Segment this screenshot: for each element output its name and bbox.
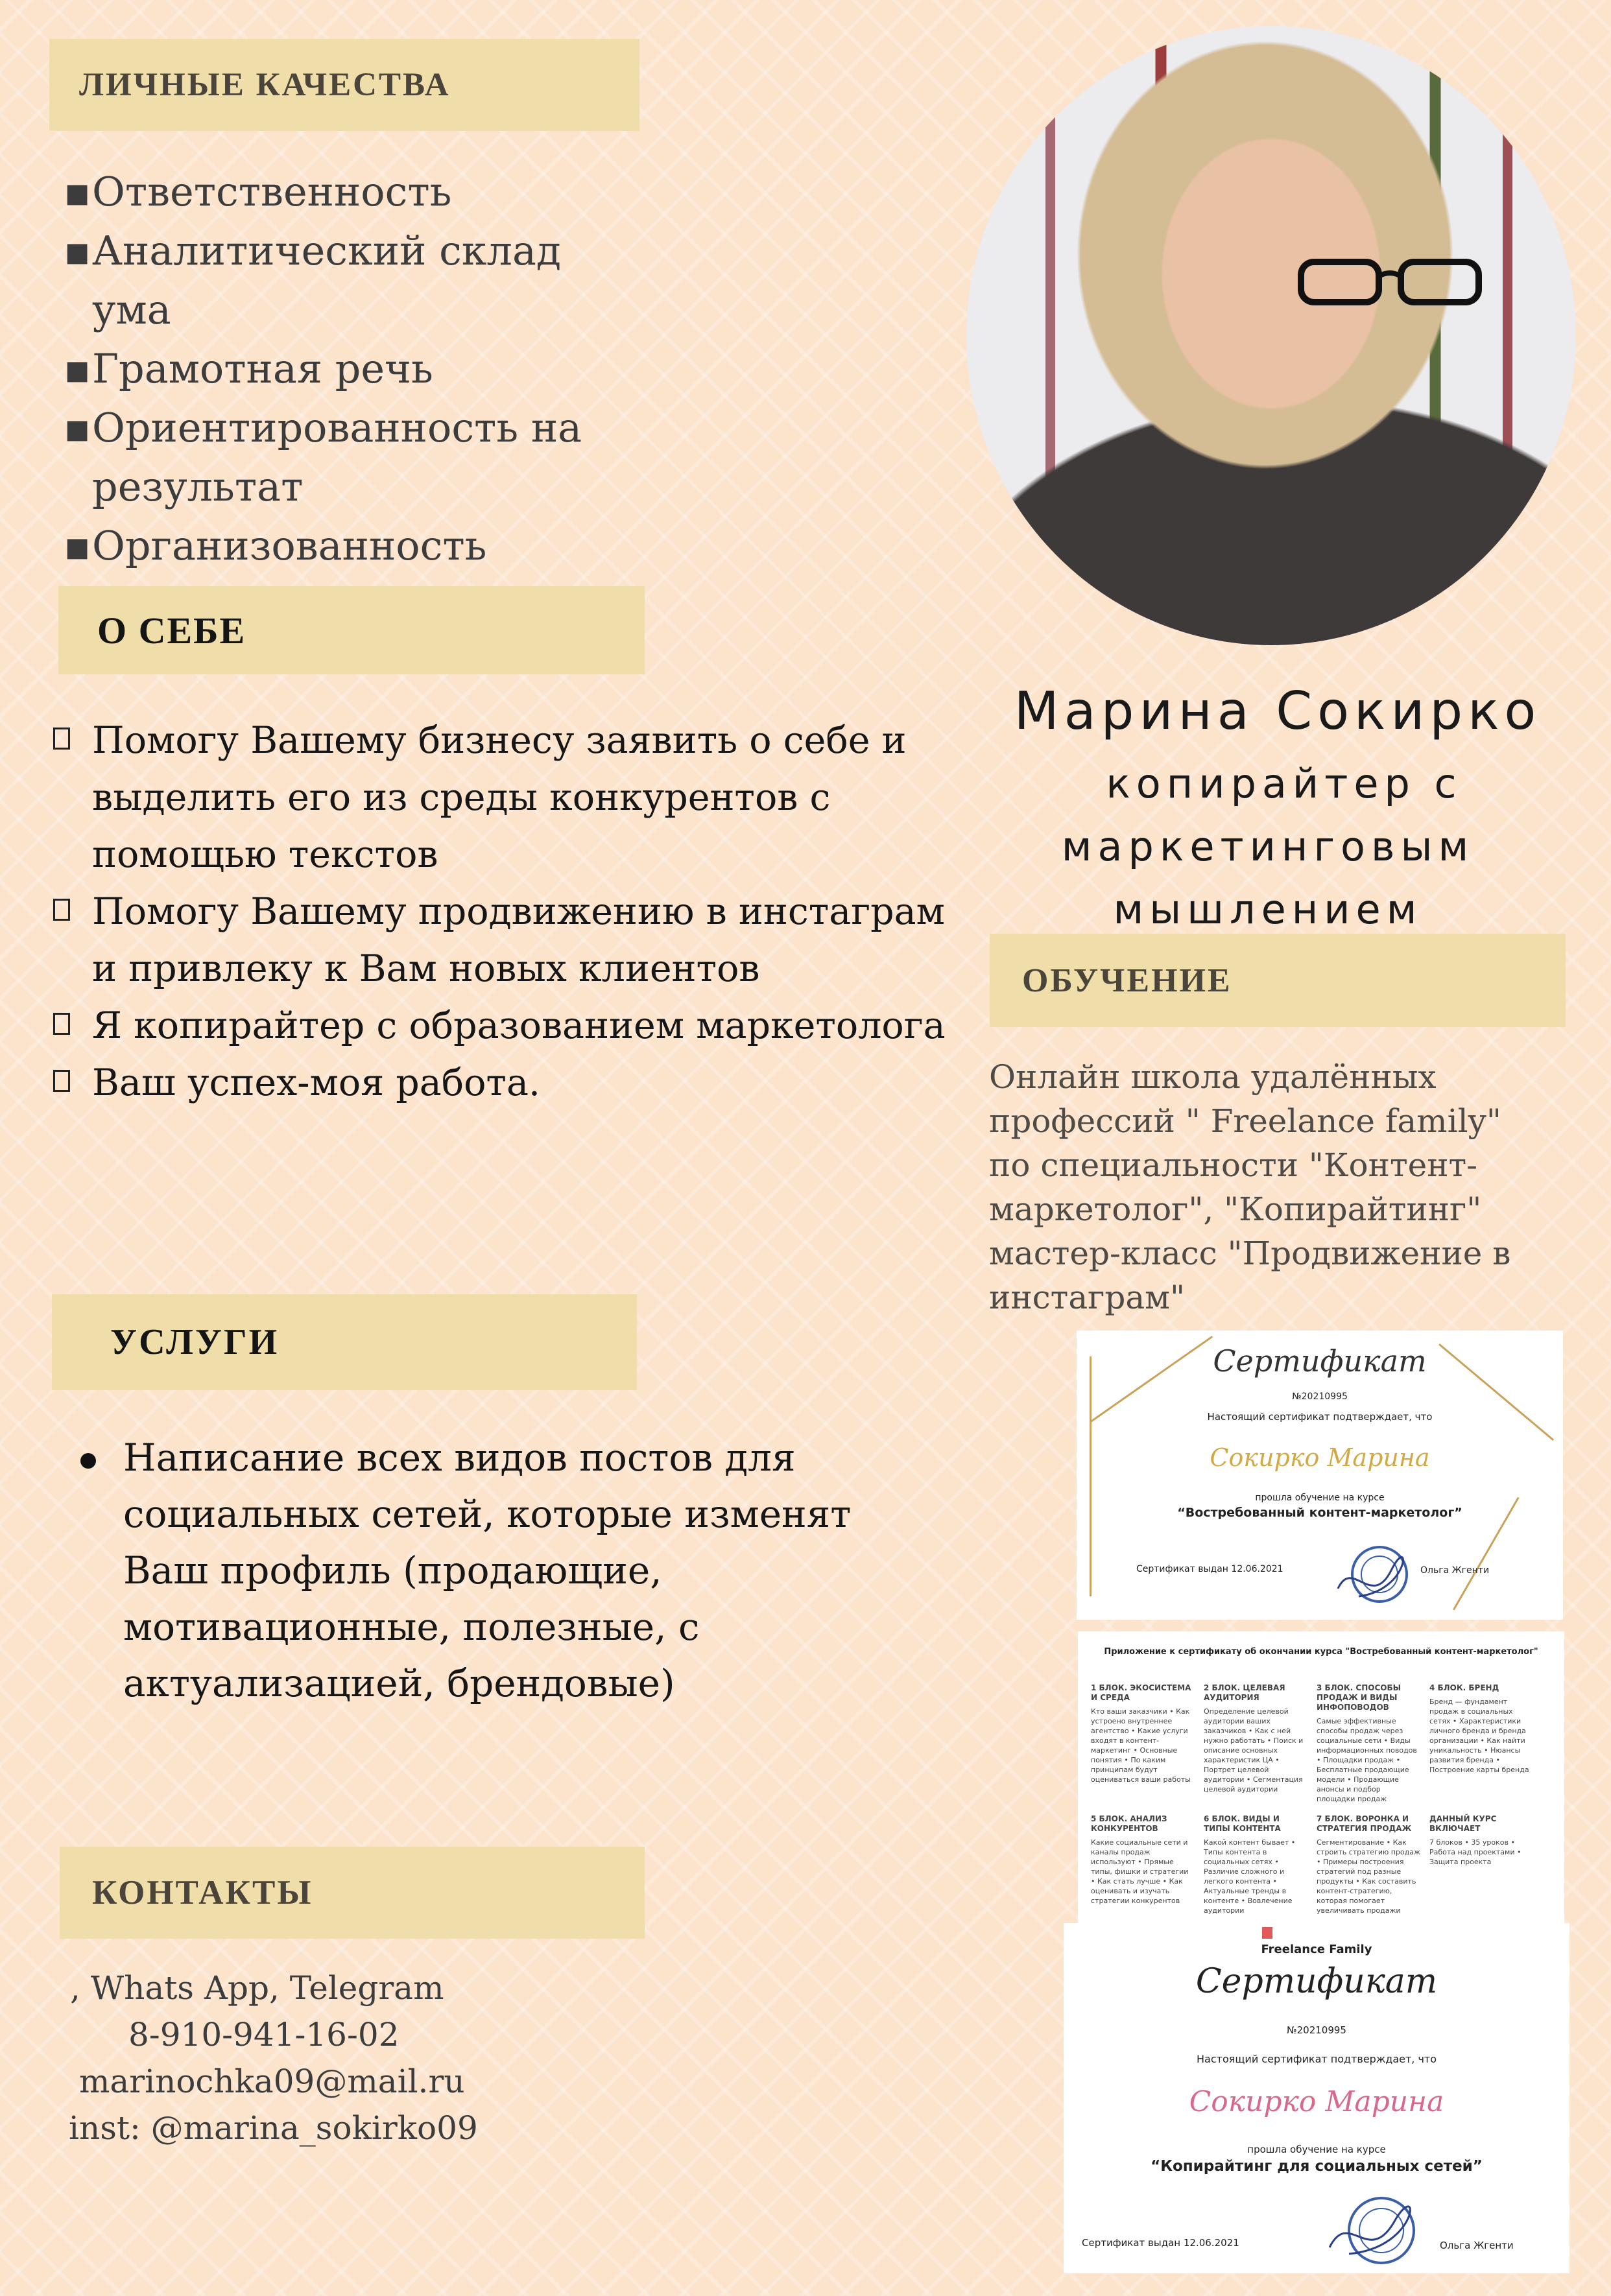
certificate-number: №20210995 [1292,1391,1348,1402]
certificate-signer: Ольга Жгенти [1420,1565,1490,1576]
list-item: ▪ Ответственность [64,162,634,221]
certificate-issued: Сертификат выдан 12.06.2021 [1136,1564,1283,1574]
list-item: ▪ Организованность [64,516,634,575]
bullet-icon: ▪ [64,522,91,569]
certificate-recipient: Сокирко Марина [1189,2085,1444,2118]
list-item: Помогу Вашему бизнесу заявить о себе и выделить его из среды конкурентов с помощью текстов [51,712,946,883]
bullet-icon: ▪ [64,227,91,274]
certificate-course: “Востребованный контент-маркетолог” [1177,1506,1462,1520]
certificate-course: “Копирайтинг для социальных сетей” [1151,2158,1483,2175]
personal-qualities-title: ЛИЧНЫЕ КАЧЕСТВА [79,67,451,103]
personal-qualities-header [49,39,639,131]
person-role: копирайтер с маркетинговым мышлением [1061,760,1475,933]
certificate-course-intro: прошла обучение на курсе [1247,2144,1386,2155]
checkbox-icon [53,1013,70,1035]
appendix-block: 7 БЛОК. ВОРОНКА И СТРАТЕГИЯ ПРОДАЖ Сегментирование • Как строить стратегию продаж • Примеры построения стратегий под разные продукты • Как составить контент-стратегию, которая помогает увеличивать продажи [1317,1814,1420,1915]
education-header [990,934,1566,1027]
stamp-icon [1323,2189,1420,2273]
list-item: Ваш успех-моя работа. [51,1054,946,1111]
certificate-appendix [1078,1631,1564,1923]
about-header [58,586,645,674]
certificate-confirm: Настоящий сертификат подтверждает, что [1207,1411,1433,1423]
list-item: ▪ Аналитический склад ума [64,221,634,339]
education-text: Онлайн школа удалённых профессий " Freelance family" по специальности "Контент-маркетолог", "Копирайтинг" мастер-класс "Продвижение в инстаграм" [989,1058,1511,1316]
certificate-title: Сертификат [1195,1962,1438,2001]
checkbox-icon [53,899,70,921]
appendix-block: 2 БЛОК. ЦЕЛЕВАЯ АУДИТОРИЯ Определение целевой аудитории ваших заказчиков • Как с ней нужно работать • Поиск и описание основных характеристик ЦА • Портрет целевой аудитории • Сегментация целевой аудитории [1204,1683,1304,1793]
school-name: Freelance Family [1261,1943,1372,1956]
checkbox-icon [53,728,70,750]
checkbox-icon [53,1070,70,1092]
certificate-issued: Сертификат выдан 12.06.2021 [1082,2237,1239,2249]
contacts-header [60,1847,645,1939]
contacts-title: КОНТАКТЫ [92,1874,313,1911]
list-item: Помогу Вашему продвижению в инстаграм и привлеку к Вам новых клиентов [51,883,946,997]
certificate-signer: Ольга Жгенти [1440,2240,1514,2251]
glasses-icon [1295,250,1489,315]
person-name: Марина Сокирко [1014,681,1542,741]
services-header [52,1294,637,1390]
education-title: ОБУЧЕНИЕ [1022,962,1232,999]
certificate-number: №20210995 [1287,2024,1346,2036]
certificate-copywriting [1064,1923,1569,2273]
appendix-title: Приложение к сертификату об окончании курса "Востребованный контент-маркетолог" [1104,1647,1538,1657]
appendix-block: 5 БЛОК. АНАЛИЗ КОНКУРЕНТОВ Какие социальные сети и каналы продаж используют • Прямые типы, фишки и стратегии • Как стать лучше • Как оценивать и изучать стратегии конкурентов [1091,1814,1189,1905]
bullet-icon: ▪ [64,168,91,215]
bullet-icon [80,1453,96,1469]
messengers-line: , Whats App, Telegram [70,1969,444,2007]
list-item: ▪ Грамотная речь [64,339,634,398]
certificate-confirm: Настоящий сертификат подтверждает, что [1196,2053,1437,2065]
profile-photo [966,26,1576,645]
contacts-block [65,1965,558,2151]
certificate-recipient: Сокирко Марина [1210,1443,1430,1472]
about-title: О СЕБЕ [97,609,246,652]
certificate-course-intro: прошла обучение на курсе [1255,1493,1385,1503]
services-list [77,1430,920,1712]
certificate-content-marketer [1077,1331,1563,1620]
appendix-block: 1 БЛОК. ЭКОСИСТЕМА И СРЕДА Кто ваши заказчики • Как устроено внутреннее агентство • Какие услуги входят в контент-маркетинг • Основные понятия • По каким принципам будут оцениваться ваши работы [1091,1683,1191,1784]
bullet-icon: ▪ [64,345,91,392]
instagram-link[interactable]: inst: @marina_sokirko09 [69,2109,478,2147]
certificate-title: Сертификат [1213,1343,1427,1379]
phone-number[interactable]: 8-910-941-16-02 [128,2016,400,2053]
list-item: Я копирайтер с образованием маркетолога [51,997,946,1054]
stamp-icon [1333,1538,1411,1616]
appendix-block: 6 БЛОК. ВИДЫ И ТИПЫ КОНТЕНТА Какой контент бывает • Типы контента в социальных сетях • Различие сложного и легкого контента • Актуальные тренды в контенте • Вовлечение аудитории [1204,1814,1296,1915]
bullet-icon: ▪ [64,404,91,451]
email-link[interactable]: marinochka09@mail.ru [79,2063,465,2100]
appendix-block: ДАННЫЙ КУРС ВКЛЮЧАЕТ 7 блоков • 35 уроков • Работа над проектами • Защита проекта [1429,1814,1522,1866]
freelance-family-logo-icon [1262,1927,1272,1939]
list-item: ▪ Ориентированность на результат [64,398,634,516]
about-list [51,712,946,1111]
list-item: Написание всех видов постов для социальных сетей, которые изменят Ваш профиль (продающие, мотивационные, полезные, с актуализацией, брендовые) [77,1430,920,1712]
appendix-block: 4 БЛОК. БРЕНД Бренд — фундамент продаж в социальных сетях • Характеристики личного бренда и бренда организации • Как найти уникальность • Нюансы развития бренда • Построение карты бренда [1429,1683,1529,1774]
appendix-block: 3 БЛОК. СПОСОБЫ ПРОДАЖ И ВИДЫ ИНФОПОВОДОВ Самые эффективные способы продаж через социальные сети • Виды информационных поводов • Площадки продаж • Бесплатные продающие модели • Продающие анонсы и подбор площадки продаж [1317,1683,1417,1803]
personal-qualities-list [64,162,634,575]
services-title: УСЛУГИ [110,1322,280,1362]
